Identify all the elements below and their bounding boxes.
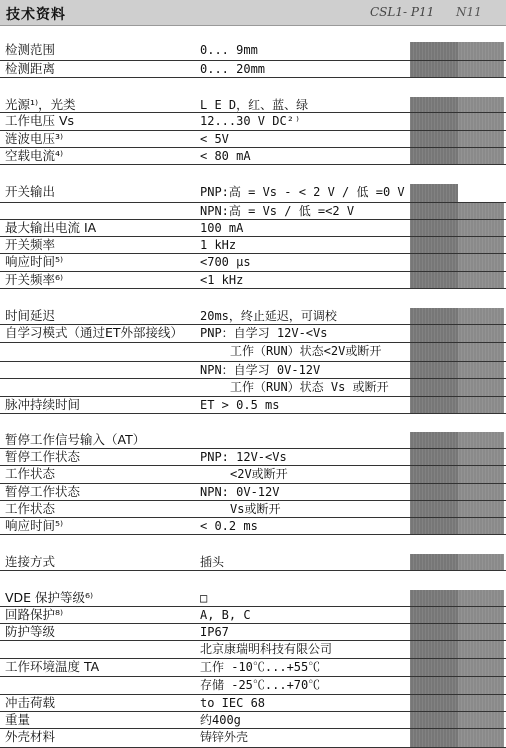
shade-cell xyxy=(458,590,504,607)
row-label: 脉冲持续时间 xyxy=(5,397,81,412)
row-value: 存储 -25℃...+70℃ xyxy=(200,678,321,692)
row-value: < 5V xyxy=(200,132,229,146)
row-label: 暂停工作状态 xyxy=(5,449,81,464)
page-title: 技术资料 xyxy=(6,7,66,23)
shade-cell xyxy=(410,254,458,272)
shade-cell xyxy=(410,518,458,535)
shade-cell xyxy=(410,677,458,695)
shade-cell xyxy=(458,729,504,748)
shade-cell xyxy=(458,237,504,254)
row-value: ET > 0.5 ms xyxy=(200,398,280,412)
shade-cell xyxy=(458,220,504,237)
table-row xyxy=(0,695,506,712)
shade-cell xyxy=(458,308,504,325)
row-value: PNP:高 = Vs - < 2 V / 低 =0 V xyxy=(200,185,405,199)
row-divider xyxy=(0,534,506,535)
row-label: 外壳材料 xyxy=(5,729,56,744)
row-label: 工作电压 Vs xyxy=(5,113,75,128)
table-row xyxy=(0,501,506,518)
table-row xyxy=(0,466,506,484)
shade-cell xyxy=(458,61,504,78)
table-row xyxy=(0,659,506,677)
row-label: 时间延迟 xyxy=(5,308,56,323)
row-value: NPN: 0V-12V xyxy=(200,485,280,499)
shade-cell xyxy=(458,607,504,624)
row-value: 0... 9mm xyxy=(200,43,258,57)
table-row xyxy=(0,397,506,414)
shade-cell xyxy=(410,695,458,712)
table-row xyxy=(0,113,506,131)
row-value: 12...30 V DC²⁾ xyxy=(200,114,302,128)
table-row xyxy=(0,641,506,659)
model-label-2: N11 xyxy=(456,5,482,19)
table-row xyxy=(0,677,506,695)
row-value: 插头 xyxy=(200,555,225,569)
row-label: 空载电流⁴⁾ xyxy=(5,148,64,163)
shade-cell xyxy=(410,641,458,659)
table-row xyxy=(0,518,506,535)
row-label: 光源¹⁾，光类 xyxy=(5,97,76,112)
table-row xyxy=(0,42,506,61)
header-bar xyxy=(0,0,506,26)
shade-cell xyxy=(458,466,504,484)
shade-cell xyxy=(458,432,504,449)
row-divider xyxy=(0,413,506,414)
row-value: 约400g xyxy=(200,713,241,727)
table-row xyxy=(0,607,506,624)
shade-cell xyxy=(410,61,458,78)
table-row xyxy=(0,484,506,501)
table-row xyxy=(0,729,506,748)
row-value: 100 mA xyxy=(200,221,244,235)
shade-cell xyxy=(458,97,504,113)
table-row xyxy=(0,254,506,272)
shade-cell xyxy=(410,308,458,325)
shade-cell xyxy=(410,220,458,237)
row-label: 工作环境温度 TA xyxy=(5,659,100,674)
shade-cell xyxy=(458,343,504,362)
table-row xyxy=(0,590,506,607)
table-row xyxy=(0,237,506,254)
row-value: IP67 xyxy=(200,625,229,639)
shade-cell xyxy=(458,362,504,379)
shade-cell xyxy=(458,641,504,659)
shade-cell xyxy=(458,184,504,203)
row-value: < 0.2 ms xyxy=(200,519,258,533)
shade-cell xyxy=(458,379,504,397)
shade-cell xyxy=(458,397,504,414)
shade-cell xyxy=(410,343,458,362)
shade-cell xyxy=(410,729,458,748)
row-label: 检测范围 xyxy=(5,42,56,57)
row-label: 防护等级 xyxy=(5,624,56,639)
shade-cell xyxy=(410,379,458,397)
row-label: 最大输出电流 IA xyxy=(5,220,97,235)
model-label: CSL1- P11 xyxy=(370,5,435,19)
shade-cell xyxy=(458,449,504,466)
shade-cell xyxy=(458,203,504,220)
shade-cell xyxy=(410,590,458,607)
row-label: 重量 xyxy=(5,712,31,727)
row-divider xyxy=(0,288,506,289)
row-value: L E D，红、蓝、绿 xyxy=(200,98,309,112)
table-row xyxy=(0,148,506,165)
row-label: 工作状态 xyxy=(5,501,56,516)
table-row xyxy=(0,624,506,641)
shade-cell xyxy=(410,712,458,729)
shade-cell xyxy=(458,518,504,535)
row-label: 冲击荷载 xyxy=(5,695,56,710)
shade-cell xyxy=(458,254,504,272)
shade-cell xyxy=(410,148,458,165)
table-row xyxy=(0,554,506,571)
shade-cell xyxy=(410,203,458,220)
row-value: A, B, C xyxy=(200,608,251,622)
shade-cell xyxy=(410,554,458,571)
shade-cell xyxy=(410,501,458,518)
shade-cell xyxy=(458,131,504,148)
row-value: PNP：自学习 12V-<Vs xyxy=(200,326,328,340)
row-value: <700 μs xyxy=(200,255,251,269)
shade-cell xyxy=(410,607,458,624)
shade-cell xyxy=(458,554,504,571)
row-label: 回路保护⁸⁾ xyxy=(5,607,64,622)
shade-cell xyxy=(458,712,504,729)
row-divider xyxy=(0,77,506,78)
table-row xyxy=(0,325,506,343)
row-value: 北京康瑞明科技有限公司 xyxy=(200,642,333,656)
table-row xyxy=(0,220,506,237)
shade-cell xyxy=(458,484,504,501)
row-value: NPN：自学习 0V-12V xyxy=(200,363,321,377)
row-value: □ xyxy=(200,591,208,605)
shade-cell xyxy=(458,677,504,695)
table-row xyxy=(0,449,506,466)
table-row xyxy=(0,272,506,289)
table-row xyxy=(0,712,506,729)
shade-cell xyxy=(410,131,458,148)
shade-cell xyxy=(410,624,458,641)
shade-cell xyxy=(458,42,504,61)
shade-cell xyxy=(458,695,504,712)
table-row xyxy=(0,343,506,362)
shade-cell xyxy=(410,466,458,484)
table-row xyxy=(0,362,506,379)
row-label: 自学习模式（通过ET外部接线） xyxy=(5,325,184,340)
row-value: 工作（RUN）状态 Vs 或断开 xyxy=(230,380,389,394)
row-value: 1 kHz xyxy=(200,238,237,252)
row-value: 0... 20mm xyxy=(200,62,266,76)
shade-cell xyxy=(410,97,458,113)
row-label: 开关频率 xyxy=(5,237,56,252)
row-label: 涟波电压³⁾ xyxy=(5,131,64,146)
shade-cell xyxy=(410,397,458,414)
shade-cell xyxy=(410,659,458,677)
row-value: 20ms，终止延迟，可调校 xyxy=(200,309,337,323)
row-value: 工作 -10℃...+55℃ xyxy=(200,660,321,674)
table-row xyxy=(0,131,506,148)
row-label: 开关输出 xyxy=(5,184,56,199)
row-label: 响应时间⁵⁾ xyxy=(5,254,64,269)
table-row xyxy=(0,432,506,449)
row-label: 暂停工作信号输入（AT） xyxy=(5,432,146,447)
row-value: to IEC 68 xyxy=(200,696,266,710)
row-label: 开关频率⁶⁾ xyxy=(5,272,64,287)
row-label: 响应时间⁵⁾ xyxy=(5,518,64,533)
row-label: 暂停工作状态 xyxy=(5,484,81,499)
shade-cell xyxy=(410,432,458,449)
table-row xyxy=(0,61,506,78)
row-value: Vs或断开 xyxy=(230,502,281,516)
table-row xyxy=(0,308,506,325)
shade-cell xyxy=(410,42,458,61)
shade-cell xyxy=(410,272,458,289)
row-value: <1 kHz xyxy=(200,273,244,287)
shade-cell xyxy=(458,501,504,518)
shade-cell xyxy=(458,659,504,677)
row-value: < 80 mA xyxy=(200,149,251,163)
row-label: VDE 保护等级⁶⁾ xyxy=(5,590,94,605)
row-value: <2V或断开 xyxy=(230,467,288,481)
shade-cell xyxy=(410,484,458,501)
shade-cell xyxy=(458,325,504,343)
shade-cell xyxy=(458,272,504,289)
shade-cell xyxy=(410,449,458,466)
shade-cell xyxy=(410,325,458,343)
shade-cell xyxy=(410,237,458,254)
row-label: 检测距离 xyxy=(5,61,56,76)
shade-cell xyxy=(458,624,504,641)
row-value: 工作（RUN）状态<2V或断开 xyxy=(230,344,382,358)
shade-cell xyxy=(458,113,504,131)
shade-cell xyxy=(458,148,504,165)
table-row xyxy=(0,379,506,397)
row-label: 工作状态 xyxy=(5,466,56,481)
row-divider xyxy=(0,570,506,571)
table-row xyxy=(0,184,506,203)
shade-cell xyxy=(410,184,458,203)
row-value: 铸锌外壳 xyxy=(200,730,249,744)
table-row xyxy=(0,97,506,113)
table-row xyxy=(0,203,506,220)
row-divider xyxy=(0,164,506,165)
row-value: NPN:高 = Vs / 低 =<2 V xyxy=(200,204,355,218)
shade-cell xyxy=(410,362,458,379)
row-value: PNP: 12V-<Vs xyxy=(200,450,287,464)
shade-cell xyxy=(410,113,458,131)
row-label: 连接方式 xyxy=(5,554,56,569)
